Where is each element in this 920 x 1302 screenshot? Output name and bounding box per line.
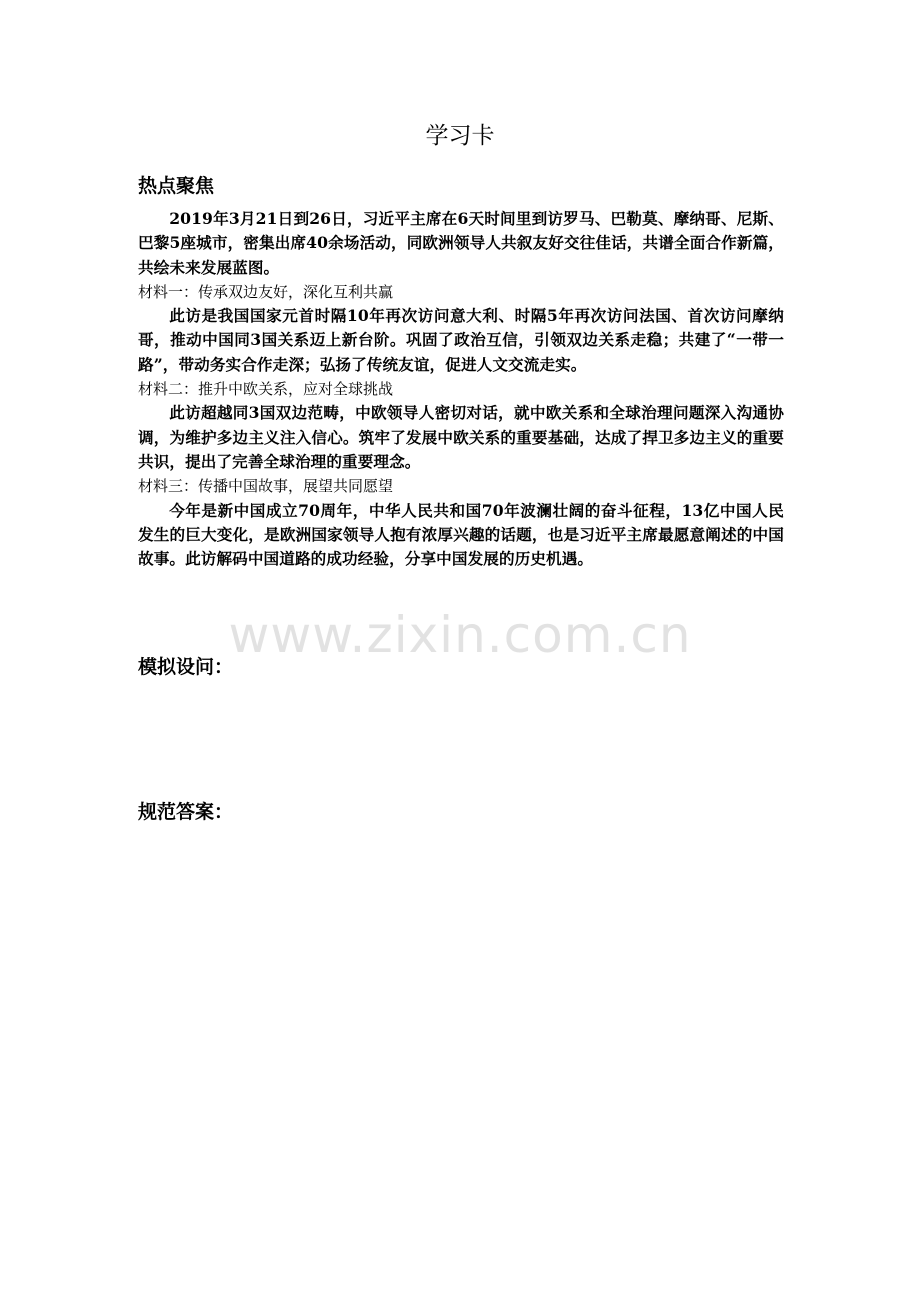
hot-focus-body	[138, 207, 784, 571]
watermark: www.zixin.com.cn	[228, 606, 692, 664]
hot-focus-heading: 热点聚焦	[138, 175, 215, 197]
intro-paragraph: 2019年3月21日到26日，习近平主席在6天时间里到访罗马、巴勒莫、摩纳哥、尼斯、巴黎5座城市，密集出席40余场活动，同欧洲领导人共叙友好交往佳话，共谱全面合作新篇，共绘未来发展蓝图。	[138, 209, 784, 277]
material-1-label: 材料一：传承双边友好，深化互利共赢	[138, 282, 394, 301]
material-2-text: 此访超越同3国双边范畴，中欧领导人密切对话，就中欧关系和全球治理问题深入沟通协调，为维护多边主义注入信心。筑牢了发展中欧关系的重要基础，达成了捍卫多边主义的重要共识，提出了完善全球治理的重要理念。	[138, 403, 784, 471]
material-3-text: 今年是新中国成立70周年，中华人民共和国70年波澜壮阔的奋斗征程，13亿中国人民发生的巨大变化，是欧洲国家领导人抱有浓厚兴趣的话题，也是习近平主席最愿意阐述的中国故事。此访解码中国道路的成功经验，分享中国发展的历史机遇。	[138, 500, 784, 569]
material-2-label: 材料二：推升中欧关系，应对全球挑战	[138, 380, 394, 399]
material-3-label: 材料三：传播中国故事，展望共同愿望	[138, 477, 394, 496]
page-title: 学习卡	[425, 123, 495, 149]
simulated-questions-heading: 模拟设问：	[138, 656, 234, 678]
material-1-text: 此访是我国国家元首时隔10年再次访问意大利、时隔5年再次访问法国、首次访问摩纳哥，推动中国同3国关系迈上新台阶。巩固了政治互信，引领双边关系走稳；共建了“一带一路”，带动务实合作走深；弘扬了传统友谊，促进人文交流走实。	[138, 306, 784, 374]
standard-answers-heading: 规范答案：	[138, 801, 234, 823]
